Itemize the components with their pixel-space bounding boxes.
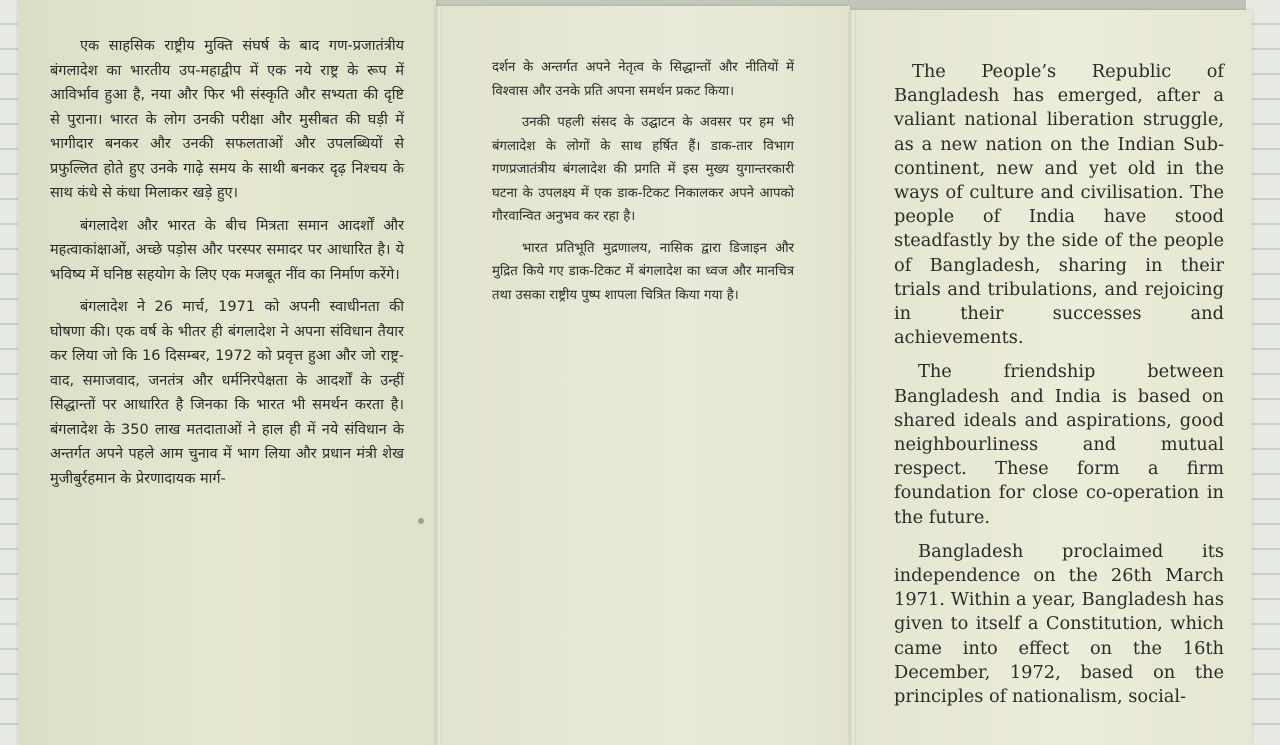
hindi-paragraph-3: बंगलादेश ने 26 मार्च, 1971 को अपनी स्वाधीनता की घोषणा की। एक वर्ष के भीतर ही बंगलादेश ने अपना संविधान तैयार कर लिया जो कि 16 दिसम्बर, 1972 को प्रवृत्त हुआ और जो राष्ट्र-वाद, समाजवाद, जनतंत्र और धर्मनिरपेक्षता के आदर्शों के उन्हीं सिद्धान्तों पर आधारित है जिनका कि भारत भी समर्थन करता है। बंगलादेश के 350 लाख मतदाताओं ने हाल ही में नये संविधान के अन्तर्गत अपने पहले आम चुनाव में भाग लिया और प्रधान मंत्री शेख मुजीबुर्रहमान के प्रेरणादायक मार्ग- <box>50 299 404 487</box>
english-text-block <box>894 60 1224 719</box>
english-paragraph-1: The People’s Republic of Bangladesh has emerged, after a valiant national liberation struggle, as a new nation on the Indian Sub-continent, new and yet old in the ways of culture and civilisation. The people of India have stood steadfastly by the side of the people of Bangladesh, sharing in their trials and tribulations, and rejoicing in their successes and achievements. <box>894 61 1224 349</box>
english-paragraph-3: Bangladesh proclaimed its independence on the 26th March 1971. Within a year, Bangladesh has given to itself a Constitution, which came into effect on the 16th December, 1972, based on the principles of nationalism, social- <box>894 540 1224 708</box>
english-paragraph-2: The friendship between Bangladesh and India is based on shared ideals and aspirations, good neighbourliness and mutual respect. These form a firm foundation for close co-operation in the future. <box>894 361 1224 528</box>
brochure-panel-english <box>850 10 1252 745</box>
fold-crease <box>850 10 856 745</box>
brochure-panel-hindi-middle <box>436 6 850 745</box>
fold-crease <box>436 6 442 745</box>
ink-speck <box>418 518 424 524</box>
hindi-text-block-middle <box>492 56 794 315</box>
hindi-text-block-left <box>50 34 404 499</box>
hindi-paragraph-1: एक साहसिक राष्ट्रीय मुक्ति संघर्ष के बाद गण-प्रजातंत्रीय बंगलादेश का भारतीय उप-महाद्वीप में एक नये राष्ट्र के रूप में आविर्भाव हुआ है, नया और फिर भी संस्कृति और सभ्यता की दृष्टि से पुराना। भारत के लोग उनकी परीक्षा और मुसीबत की घड़ी में भागीदार बनकर और उनकी सफलताओं और उपलब्धियों से प्रफुल्लित होते हुए उनके गाढ़े समय के साथी बनकर दृढ़ निश्चय के साथ कंधे से कंधा मिलाकर खड़े हुए। <box>50 38 404 201</box>
hindi-paragraph-2: बंगलादेश और भारत के बीच मित्रता समान आदर्शों और महत्वाकांक्षाओं, अच्छे पड़ोस और परस्पर समादर पर आधारित है। ये भविष्य में घनिष्ठ सहयोग के लिए एक मजबूत नींव का निर्माण करेंगे। <box>50 217 404 283</box>
hindi-paragraph-continued: दर्शन के अन्तर्गत अपने नेतृत्व के सिद्धान्तों और नीतियों में विश्वास और उनके प्रति अपना समर्थन प्रकट किया। <box>492 60 794 99</box>
brochure-panel-hindi-left <box>18 0 436 745</box>
hindi-paragraph-design: भारत प्रतिभूति मुद्रणालय, नासिक द्वारा डिजाइन और मुद्रित किये गए डाक-टिकट में बंगलादेश का ध्वज और मानचित्र तथा उसका राष्ट्रीय पुष्प शापला चित्रित किया गया है। <box>492 240 794 303</box>
hindi-paragraph-stamp: उनकी पहली संसद के उद्घाटन के अवसर पर हम भी बंगलादेश के लोगों के साथ हर्षित हैं। डाक-तार विभाग गणप्रजातंत्रीय बंगलादेश की प्रगति में इस मुख्य युगान्तरकारी घटना के उपलक्ष्य में एक डाक-टिकट निकालकर अपने आपको गौरवान्वित अनुभव कर रहा है। <box>492 115 794 224</box>
